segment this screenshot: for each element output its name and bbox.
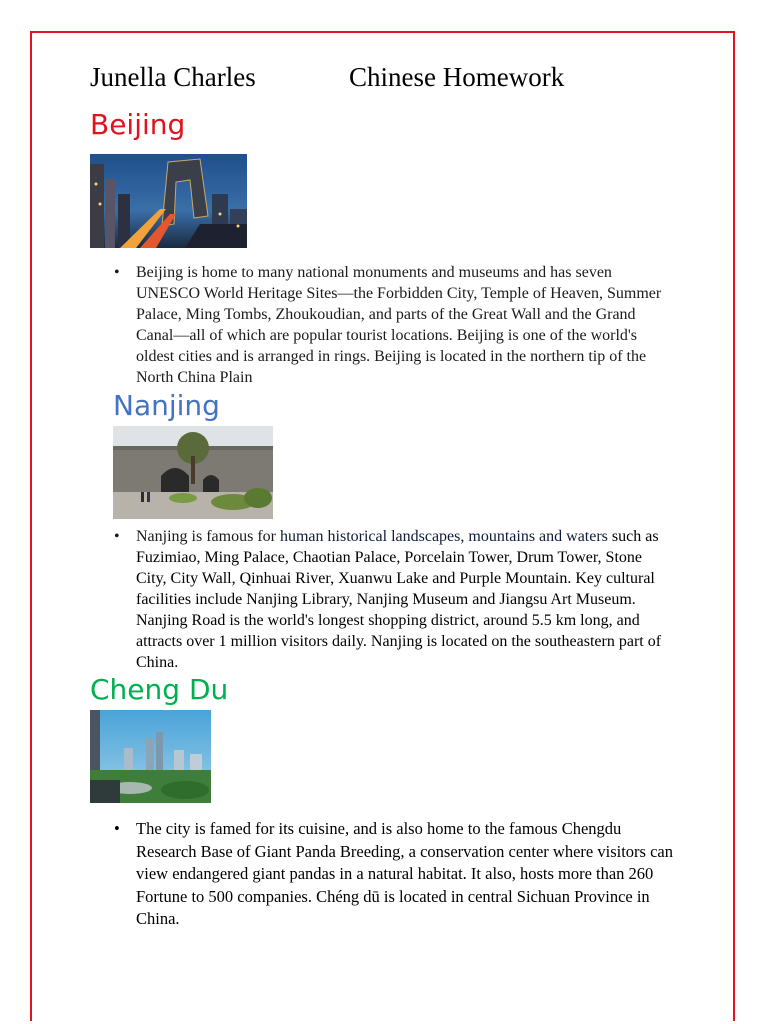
nanjing-photo xyxy=(113,426,273,519)
heading-nanjing: Nanjing xyxy=(113,389,220,422)
heading-chengdu: Cheng Du xyxy=(90,673,229,706)
bullet-icon: • xyxy=(114,528,120,545)
heading-beijing: Beijing xyxy=(90,108,186,141)
nanjing-text-highlight: human historical landscapes, mountains and waters xyxy=(279,528,608,545)
nanjing-text-intro: Nanjing is famous for xyxy=(136,528,276,545)
nanjing-text-rest: such as Fuzimiao, Ming Palace, Chaotian Palace, Porcelain Tower, Drum Tower, Stone City, City Wall, Qinhuai River, Xuanwu Lake and Purple Mountain. Key cultural facilities include Nanjing Library, Nanjing Museum and Jiangsu Art Museum. Nanjing Road is the world's longest shopping district, around 5.5 km long, and attracts over 1 million visitors daily. Nanjing is located on the southeastern part of China. xyxy=(136,528,662,671)
author-name: Junella Charles xyxy=(90,62,256,92)
nanjing-bullet xyxy=(114,526,676,673)
bullet-icon: • xyxy=(114,819,120,838)
beijing-bullet xyxy=(114,262,676,388)
chengdu-bullet xyxy=(114,818,676,931)
bullet-icon: • xyxy=(114,264,120,281)
document-title: Chinese Homework xyxy=(349,62,565,92)
chengdu-text: The city is famed for its cuisine, and is also home to the famous Chengdu Research Base of Giant Panda Breeding, a conservation center where visitors can view endangered giant pandas in a natural habitat. It also, hosts more than 260 Fortune to 500 companies. Chéng dū is located in central Sichuan Province in China. xyxy=(136,819,673,928)
beijing-photo xyxy=(90,154,247,248)
beijing-text: Beijing is home to many national monuments and museums and has seven UNESCO World Heritage Sites—the Forbidden City, Temple of Heaven, Summer Palace, Ming Tombs, Zhoukoudian, and parts of the Great Wall and the Grand Canal—all of which are popular tourist locations. Beijing is one of the world's oldest cities and is arranged in rings. Beijing is located in the northern tip of the North China Plain xyxy=(136,264,662,386)
chengdu-photo xyxy=(90,710,211,803)
